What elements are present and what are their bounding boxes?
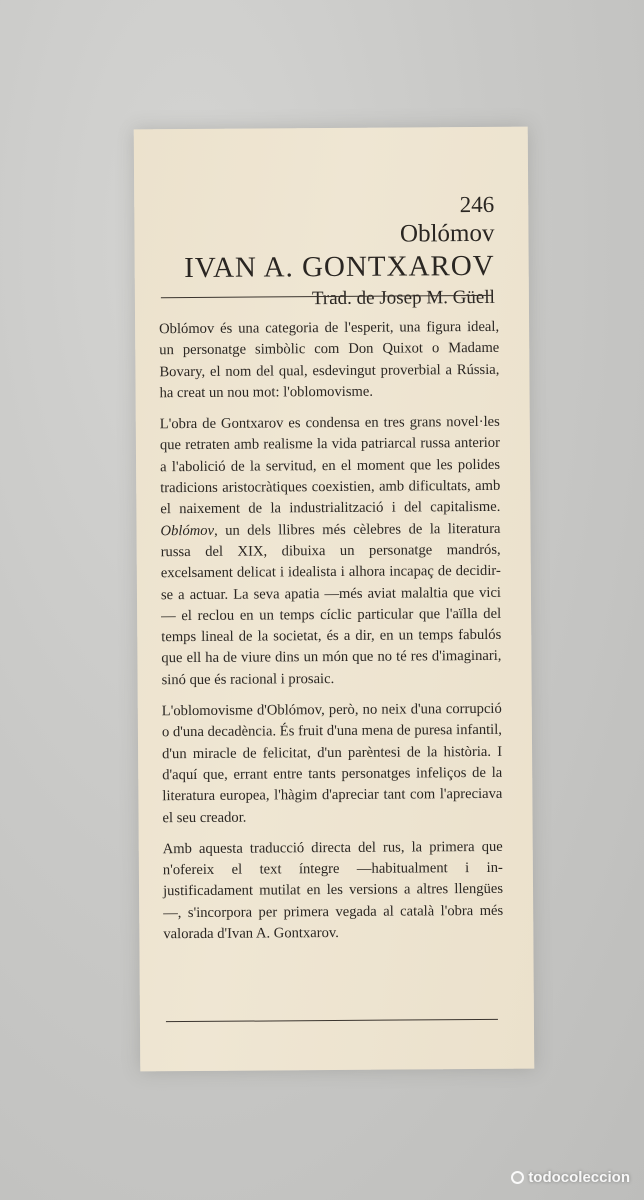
bottom-divider	[166, 1019, 498, 1022]
synopsis-text	[159, 317, 503, 956]
paragraph-4: Amb aquesta traducció directa del rus, la primera que n'ofereix el text íntegre —habitualment i injustificadament mutilat en les versions a altres llengües—, s'incorpora per primera vegada al català l'obra més valorada d'Ivan A. Gontxarov.	[162, 838, 504, 943]
translator-credit: Trad. de Josep M. Güell	[311, 286, 495, 310]
paragraph-2	[160, 412, 502, 691]
paragraph-3: L'oblomovisme d'Oblómov, però, no neix d'una corrupció o d'una decadència. És fruit d'una mena de puresa infantil, d'un miracle de felicitat, d'un parèntesi de la història. I d'aquí que, errant entre tants personatges infeliços de la literatura europea, l'hàgim d'apreciar tant com l'apreciava el seu creador.	[161, 700, 503, 826]
paragraph-2-part-2: , un dels llibres més cèlebres de la literatura russa del XIX, dibuixa un personatge mandrós, excelsament delicat i idealista i alhora incapaç de decidir-se a actuar. La seva apatia —més aviat malaltia que vici— el reclou en un temps cíclic particular que l'aïlla del temps lineal de la societat, és a dir, en un temps fabulós que ell ha de viure dins un món que no té res d'imaginari, sinó que és racional i prosaic.	[160, 520, 502, 688]
collection-number: 246	[459, 191, 495, 218]
watermark	[511, 1169, 630, 1186]
author-name: IVAN A. GONTXAROV	[184, 249, 495, 285]
paragraph-2-part-1: L'obra de Gontxarov es condensa en tres grans novel·les que retraten amb realisme la vida patriarcal russa anterior a l'abolició de la servitud, en el moment que les polides tradicions aristocràtiques coexistien, amb dificultats, amb el naixement de la industrialització i del capitalisme.	[159, 414, 501, 518]
book-title: Oblómov	[399, 219, 495, 248]
paragraph-1: Oblómov és una categoria de l'esperit, una figura ideal, un personatge simbòlic com Don Quixot o Madame Bovary, el nom del qual, esdevingut proverbial a Rússia, ha creat un nou mot: l'oblomovisme.	[159, 318, 500, 402]
paragraph-2-italic-title: Oblómov	[160, 522, 215, 539]
watermark-text: todocoleccion	[528, 1169, 630, 1186]
bookmark-card	[134, 127, 535, 1072]
circle-logo-icon	[511, 1171, 524, 1184]
